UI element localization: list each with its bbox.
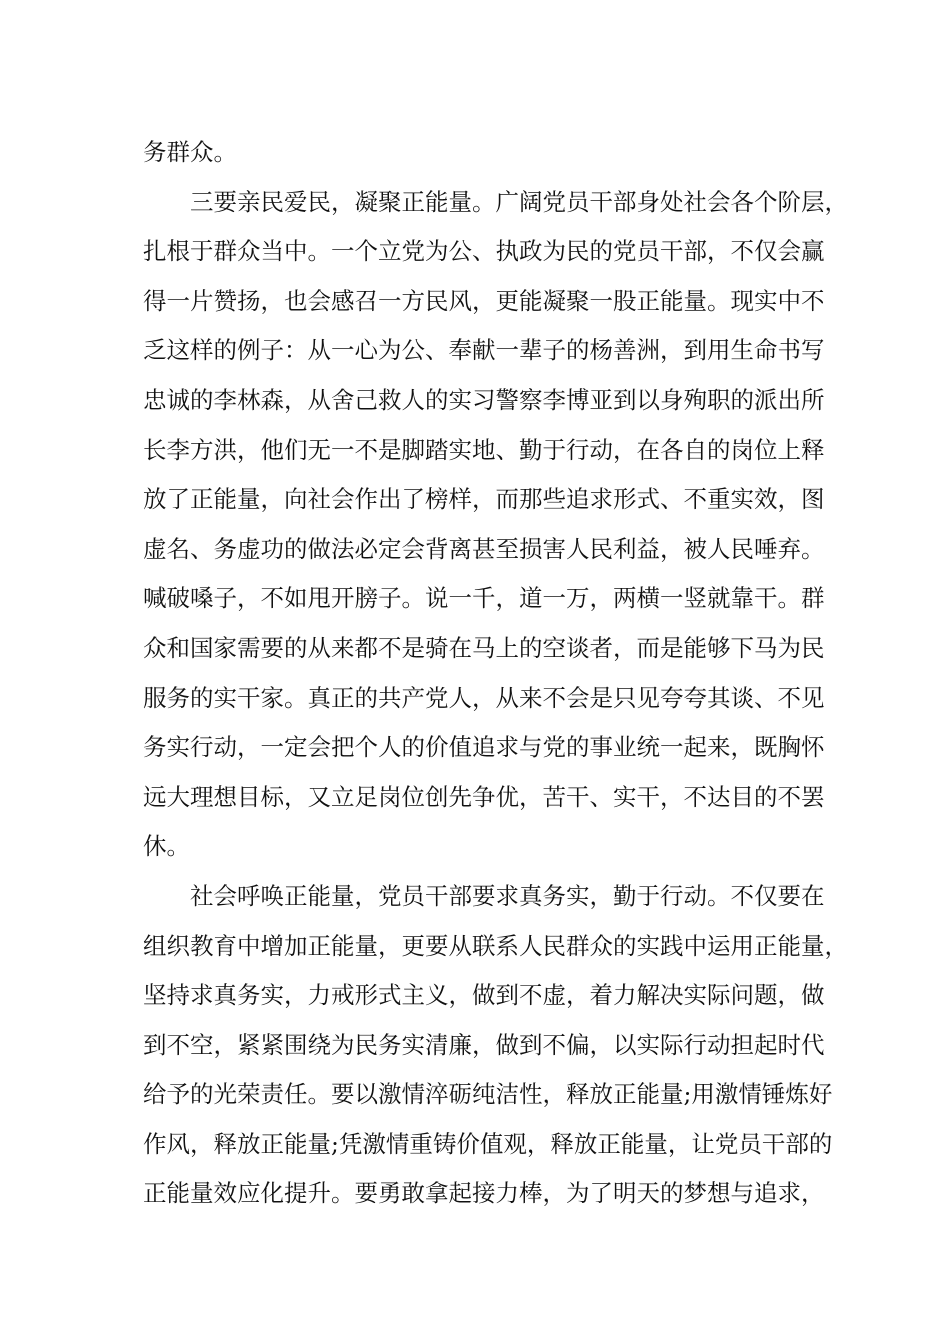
text-line: 务群众。 <box>143 138 237 166</box>
text-line: 给予的光荣责任。要以激情淬砺纯洁性，释放正能量;用激情锤炼好 <box>143 1080 833 1109</box>
text-line: 众和国家需要的从来都不是骑在马上的空谈者，而是能够下马为民 <box>143 633 825 662</box>
text-line: 长李方洪，他们无一不是脚踏实地、勤于行动，在各自的岗位上释 <box>143 435 825 464</box>
text-line: 乏这样的例子：从一心为公、奉献一辈子的杨善洲，到用生命书写 <box>143 336 825 365</box>
text-line: 坚持求真务实，力戒形式主义，做到不虚，着力解决实际问题，做 <box>143 981 825 1010</box>
text-line: 扎根于群众当中。一个立党为公、执政为民的党员干部，不仅会赢 <box>143 237 825 266</box>
document-body <box>143 128 848 1219</box>
text-line: 正能量效应化提升。要勇敢拿起接力棒，为了明天的梦想与追求， <box>143 1179 825 1208</box>
text-line: 得一片赞扬，也会感召一方民风，更能凝聚一股正能量。现实中不 <box>143 286 825 315</box>
text-line: 放了正能量，向社会作出了榜样，而那些追求形式、不重实效，图 <box>143 485 825 514</box>
text-line: 忠诚的李林森，从舍己救人的实习警察李博亚到以身殉职的派出所 <box>143 385 825 414</box>
text-line: 组织教育中增加正能量，更要从联系人民群众的实践中运用正能量， <box>143 931 848 960</box>
paragraph-first-line: 社会呼唤正能量，党员干部要求真务实，勤于行动。不仅要在 <box>190 881 825 910</box>
text-line: 虚名、务虚功的做法必定会背离甚至损害人民利益，被人民唾弃。 <box>143 534 825 563</box>
text-line: 休。 <box>143 832 190 861</box>
text-line: 服务的实干家。真正的共产党人，从来不会是只见夸夸其谈、不见 <box>143 683 825 712</box>
text-line: 务实行动，一定会把个人的价值追求与党的事业统一起来，既胸怀 <box>143 733 825 762</box>
text-line: 远大理想目标，又立足岗位创先争优，苦干、实干，不达目的不罢 <box>143 782 825 811</box>
paragraph-first-line: 三要亲民爱民，凝聚正能量。广阔党员干部身处社会各个阶层， <box>190 187 848 216</box>
text-line: 作风，释放正能量;凭激情重铸价值观，释放正能量，让党员干部的 <box>143 1129 833 1158</box>
text-line: 喊破嗓子，不如甩开膀子。说一千，道一万，两横一竖就靠干。群 <box>143 584 825 613</box>
text-line: 到不空，紧紧围绕为民务实清廉，做到不偏，以实际行动担起时代 <box>143 1030 825 1059</box>
